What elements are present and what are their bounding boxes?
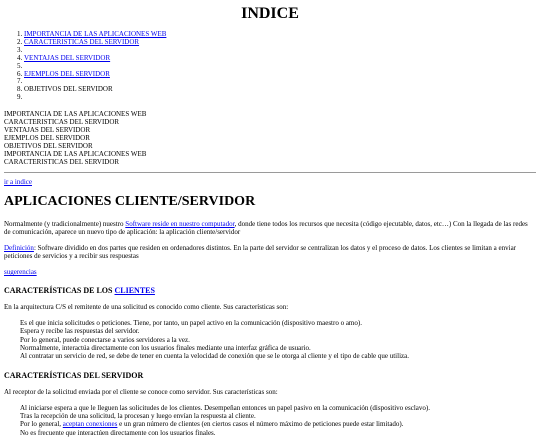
table-of-contents <box>4 31 536 102</box>
accept-connections-link[interactable]: aceptan conexiones <box>62 420 118 429</box>
list-item: Por lo general, puede conectarse a varios servidores a la vez. <box>20 335 190 344</box>
toc-link-caracteristicas[interactable]: CARACTERISTICAS DEL SERVIDOR <box>24 37 140 46</box>
back-to-index-link[interactable]: ir a indice <box>4 178 32 187</box>
suggestions-row <box>4 268 536 276</box>
toc-item-empty <box>24 94 536 102</box>
main-title: APLICACIONES CLIENTE/SERVIDOR <box>4 194 256 210</box>
list-item: EJEMPLOS DEL SERVIDOR <box>4 134 90 143</box>
divider <box>4 172 536 173</box>
list-item: Al iniciarse espera a que le lleguen las solicitudes de los clientes. Desempeñan entonces un papel pasivo en la comunicación (dispositivo esclavo). <box>20 403 430 412</box>
intro-paragraph: Normalmente (y tradicionalmente) nuestro Software reside en nuestro computador, donde tiene todos los recursos que necesita (código ejecutable, datos, etc…) Con la llegada de las redes de comunicación, aparece un nuevo tipo de aplicación: la aplicación cliente/servidor <box>4 220 528 237</box>
list-item: Por lo general, aceptan conexiones e un gran número de clientes (en ciertos casos el número máximo de peticiones puede estar limitado). <box>20 420 404 429</box>
plain-section-list <box>4 110 536 166</box>
server-feature-list <box>20 404 536 437</box>
toc-item <box>24 86 536 94</box>
list-item: Es el que inicia solicitudes o peticiones. Tiene, por tanto, un papel activo en la comunicación (dispositivo maestro o amo). <box>20 319 362 328</box>
index-title: INDICE <box>241 5 299 22</box>
definition-link[interactable]: Definición <box>4 244 34 253</box>
list-item: VENTAJAS DEL SERVIDOR <box>4 126 91 135</box>
suggestions-link[interactable]: sugerencias <box>4 268 37 277</box>
list-item: Tras la recepción de una solicitud, la procesan y luego envían la respuesta al cliente. <box>20 411 256 420</box>
list-item: IMPORTANCIA DE LAS APLICACIONES WEB <box>4 150 147 159</box>
page <box>0 5 540 437</box>
toc-link-ejemplos[interactable]: EJEMPLOS DEL SERVIDOR <box>24 69 110 78</box>
list-item: No es frecuente que interactúen directamente con los usuarios finales. <box>20 428 216 437</box>
list-item: CARACTERISTICAS DEL SERVIDOR <box>4 118 120 127</box>
server-heading: CARACTERÍSTICAS DEL SERVIDOR <box>4 370 144 380</box>
toc-item <box>24 55 536 63</box>
software-link[interactable]: Software reside en nuestro computador <box>125 220 235 229</box>
list-item: CARACTERISTICAS DEL SERVIDOR <box>4 158 120 167</box>
toc-link-importancia[interactable]: IMPORTANCIA DE LAS APLICACIONES WEB <box>24 30 167 38</box>
list-item: Normalmente, interactúa directamente con los usuarios finales mediante una interfaz gráfica de usuario. <box>20 344 311 353</box>
toc-text-objetivos: OBJETIVOS DEL SERVIDOR <box>24 85 113 94</box>
server-intro: Al receptor de la solicitud enviada por el cliente se conoce como servidor. Sus características son: <box>4 387 278 396</box>
back-link-row <box>4 178 536 186</box>
definition-paragraph: Definición: Software dividido en dos partes que residen en ordenadores distintos. En la parte del servidor se centralizan los datos y el proceso de datos. Los clientes se limitan a enviar peticiones de servicios y a recibir sus respuestas <box>4 244 517 261</box>
toc-item <box>24 39 536 47</box>
clients-link[interactable]: CLIENTES <box>114 286 155 296</box>
clients-heading: CARACTERÍSTICAS DE LOS CLIENTES <box>4 286 155 296</box>
list-item: Al contratar un servicio de red, se debe de tener en cuenta la velocidad de conexión que se le otorga al cliente y el tipo de cable que utiliza. <box>20 352 409 361</box>
toc-link-ventajas[interactable]: VENTAJAS DEL SERVIDOR <box>24 53 111 62</box>
list-item: OBJETIVOS DEL SERVIDOR <box>4 142 93 151</box>
clients-feature-list <box>20 319 536 360</box>
clients-intro: En la arquitectura C/S el remitente de una solicitud es conocido como cliente. Sus características son: <box>4 303 289 312</box>
list-item: IMPORTANCIA DE LAS APLICACIONES WEB <box>4 110 147 119</box>
toc-item <box>24 71 536 79</box>
list-item: Espera y recibe las respuestas del servidor. <box>20 327 140 336</box>
